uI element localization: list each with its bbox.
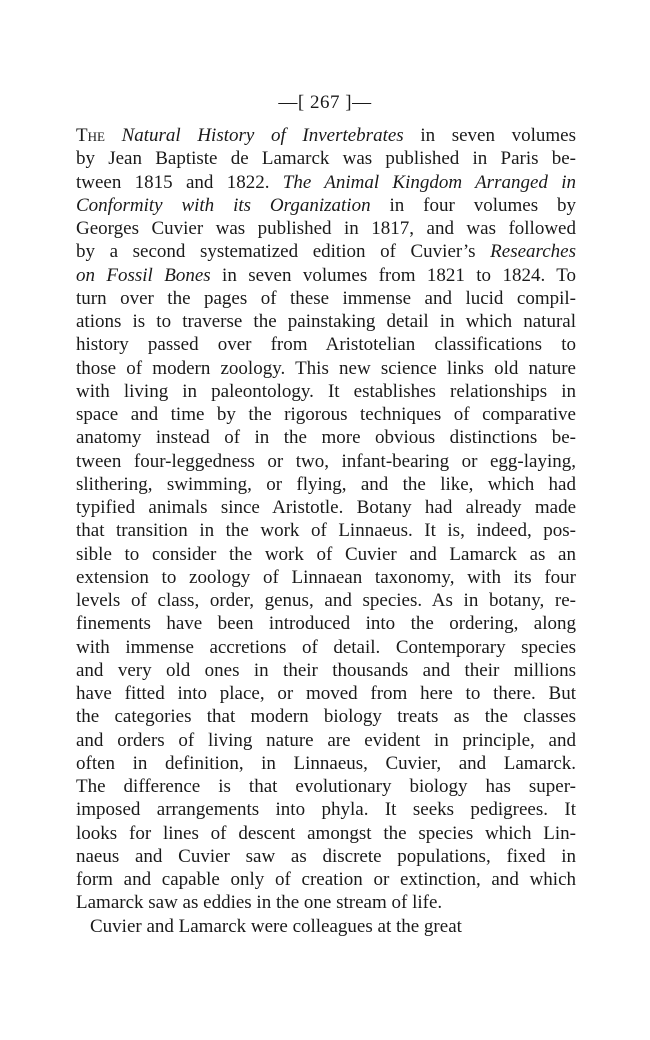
text-line <box>76 171 576 194</box>
text-run: by a second systematized edition of Cuvier’s <box>76 241 491 263</box>
text-run: sible to consider the work of Cuvier and Lamarck as an <box>76 543 576 565</box>
text-run: tween four-leggedness or two, infant-bearing or egg-laying, <box>76 450 576 472</box>
text-run: those of modern zoology. This new science links old nature <box>76 357 576 379</box>
text-line <box>76 636 576 659</box>
text-line <box>76 403 576 426</box>
text-line <box>76 473 576 496</box>
text-run: Georges Cuvier was published in 1817, and was followed <box>76 218 576 239</box>
text-line <box>76 264 576 287</box>
text-run: slithering, swimming, or flying, and the like, which had <box>76 473 576 495</box>
text-line <box>76 891 576 914</box>
text-run: tween 1815 and 1822. <box>76 171 283 193</box>
text-run: the categories that modern biology treats as the classes <box>76 706 576 728</box>
text-run <box>105 125 122 146</box>
text-line <box>76 729 576 752</box>
text-run: ations is to traverse the painstaking detail in which natural <box>76 311 576 332</box>
text-line <box>76 845 576 868</box>
text-line <box>76 682 576 705</box>
text-run: with living in paleontology. It establishes relationships in <box>76 380 576 402</box>
text-run: by Jean Baptiste de Lamarck was published in Paris be- <box>76 148 576 170</box>
text-run: form and capable only of creation or extinction, and which <box>76 869 576 890</box>
text-run: Lamarck saw as eddies in the one stream of life. <box>76 892 443 914</box>
text-line <box>76 124 576 147</box>
text-line <box>76 822 576 845</box>
text-run: Cuvier and Lamarck were colleagues at the great <box>90 915 462 937</box>
text-run: space and time by the rigorous techniques of comparative <box>76 404 576 425</box>
italic-title: Conformity with its Organization <box>76 194 371 216</box>
text-run: finements have been introduced into the ordering, along <box>76 613 576 635</box>
text-run: typified animals since Aristotle. Botany had already made <box>76 497 576 518</box>
text-line <box>76 333 576 356</box>
text-line <box>76 310 576 333</box>
text-line <box>76 287 576 310</box>
text-line <box>76 798 576 821</box>
text-line <box>76 915 576 938</box>
text-line <box>76 775 576 798</box>
text-line <box>76 752 576 775</box>
text-run: in seven volumes from 1821 to 1824. To <box>210 264 577 286</box>
italic-title: Researches <box>490 241 576 263</box>
text-line <box>76 705 576 728</box>
paragraph-2 <box>76 915 576 938</box>
text-line <box>76 357 576 380</box>
text-run: often in definition, in Linnaeus, Cuvier, and Lamarck. <box>76 752 576 774</box>
italic-title: on Fossil Bones <box>76 264 211 286</box>
italic-title: The Animal Kingdom Arranged in <box>282 171 576 193</box>
text-run: turn over the pages of these immense and lucid compil- <box>76 287 576 309</box>
text-line <box>76 496 576 519</box>
text-line <box>76 380 576 403</box>
text-line <box>76 194 576 217</box>
text-line <box>76 589 576 612</box>
text-line <box>76 240 576 263</box>
text-run: extension to zoology of Linnaean taxonomy, with its four <box>76 566 576 588</box>
text-run: and very old ones in their thousands and their millions <box>76 659 576 681</box>
text-run: and orders of living nature are evident in principle, and <box>76 729 576 751</box>
text-line <box>76 450 576 473</box>
text-line <box>76 612 576 635</box>
text-run: that transition in the work of Linnaeus. It is, indeed, pos- <box>76 520 576 542</box>
small-caps-word: The <box>76 125 105 146</box>
text-line <box>76 519 576 542</box>
paragraph-1 <box>76 124 576 915</box>
text-line <box>76 217 576 240</box>
text-line <box>76 543 576 566</box>
text-line <box>76 426 576 449</box>
text-run: have fitted into place, or moved from here to there. But <box>76 683 576 704</box>
text-line <box>76 868 576 891</box>
page-number: —[ 267 ]— <box>278 92 372 113</box>
text-run: in four volumes by <box>370 194 576 216</box>
italic-title: Natural History of Invertebrates <box>121 125 404 146</box>
text-line <box>76 659 576 682</box>
text-run: imposed arrangements into phyla. It seeks pedigrees. It <box>76 799 576 821</box>
text-run: looks for lines of descent amongst the species which Lin- <box>76 822 576 844</box>
body-text <box>76 124 576 938</box>
text-line <box>76 147 576 170</box>
text-run: anatomy instead of in the more obvious distinctions be- <box>76 427 576 449</box>
text-run: history passed over from Aristotelian classifications to <box>76 334 576 356</box>
text-run: levels of class, order, genus, and species. As in botany, re- <box>76 590 576 611</box>
text-line <box>76 566 576 589</box>
text-run: with immense accretions of detail. Contemporary species <box>76 636 576 658</box>
text-run: The difference is that evolutionary biology has super- <box>76 776 576 797</box>
text-run: in seven volumes <box>403 125 577 146</box>
text-run: naeus and Cuvier saw as discrete populations, fixed in <box>76 845 576 867</box>
